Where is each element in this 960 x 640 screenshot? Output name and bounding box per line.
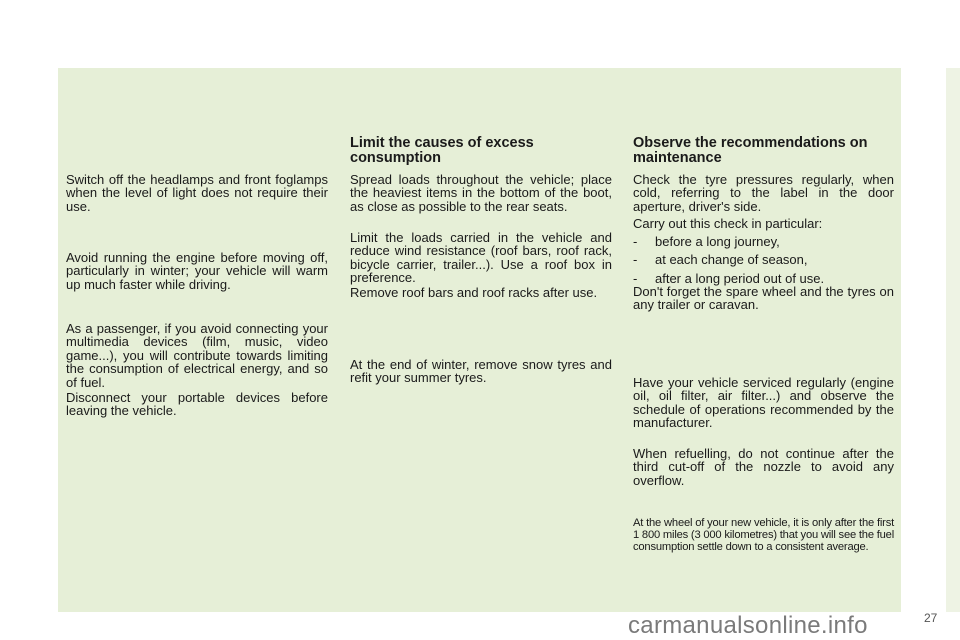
paragraph-headlamps: Switch off the headlamps and front foglamps when the level of light does not require their use. [66,172,328,214]
list-item: - after a long period out of use. [633,272,894,285]
paragraph-consumption-settle: At the wheel of your new vehicle, it is only after the first 1 800 miles (3 000 kilometres) that you will see the fuel consumption settle down to a consistent average. [633,517,894,553]
paragraph-tyre-pressures: Check the tyre pressures regularly, when cold, referring to the label in the door aperture, driver's side. [633,172,894,214]
check-occasions-list [633,235,894,290]
paragraph-refuelling: When refuelling, do not continue after the third cut-off of the nozzle to avoid any overflow. [633,446,894,488]
paragraph-engine-warm-up: Avoid running the engine before moving off, particularly in winter; your vehicle will warm up much faster while driving. [66,250,328,292]
paragraph-snow-tyres: At the end of winter, remove snow tyres and refit your summer tyres. [350,357,612,386]
paragraph-limit-loads: Limit the loads carried in the vehicle and reduce wind resistance (roof bars, roof rack, bicycle carrier, trailer...). Use a roof box in preference. [350,230,612,286]
paragraph-remove-roof-bars: Remove roof bars and roof racks after use. [350,285,598,300]
watermark: carmanualsonline.info [628,612,868,639]
paragraph-multimedia: As a passenger, if you avoid connecting your multimedia devices (film, music, video game...), you will contribute towards limiting the consumption of electrical energy, and so of fuel. [66,321,328,390]
page-number: 27 [924,611,938,625]
paragraph-servicing: Have your vehicle serviced regularly (engine oil, oil filter, air filter...) and observe the schedule of operations recommended by the manufacturer. [633,375,894,431]
page-edge-strip [946,68,960,612]
paragraph-spread-loads: Spread loads throughout the vehicle; place the heaviest items in the bottom of the boot, as close as possible to the rear seats. [350,172,612,214]
heading-excess-consumption: Limit the causes of excess consumption [350,135,534,166]
list-item: - at each change of season, [633,253,894,266]
paragraph-check-particular: Carry out this check in particular: [633,216,823,231]
paragraph-spare-wheel: Don't forget the spare wheel and the tyres on any trailer or caravan. [633,284,894,313]
list-item: - before a long journey, [633,235,894,248]
paragraph-portable-devices: Disconnect your portable devices before leaving the vehicle. [66,390,328,419]
heading-maintenance: Observe the recommendations on maintenance [633,135,868,166]
